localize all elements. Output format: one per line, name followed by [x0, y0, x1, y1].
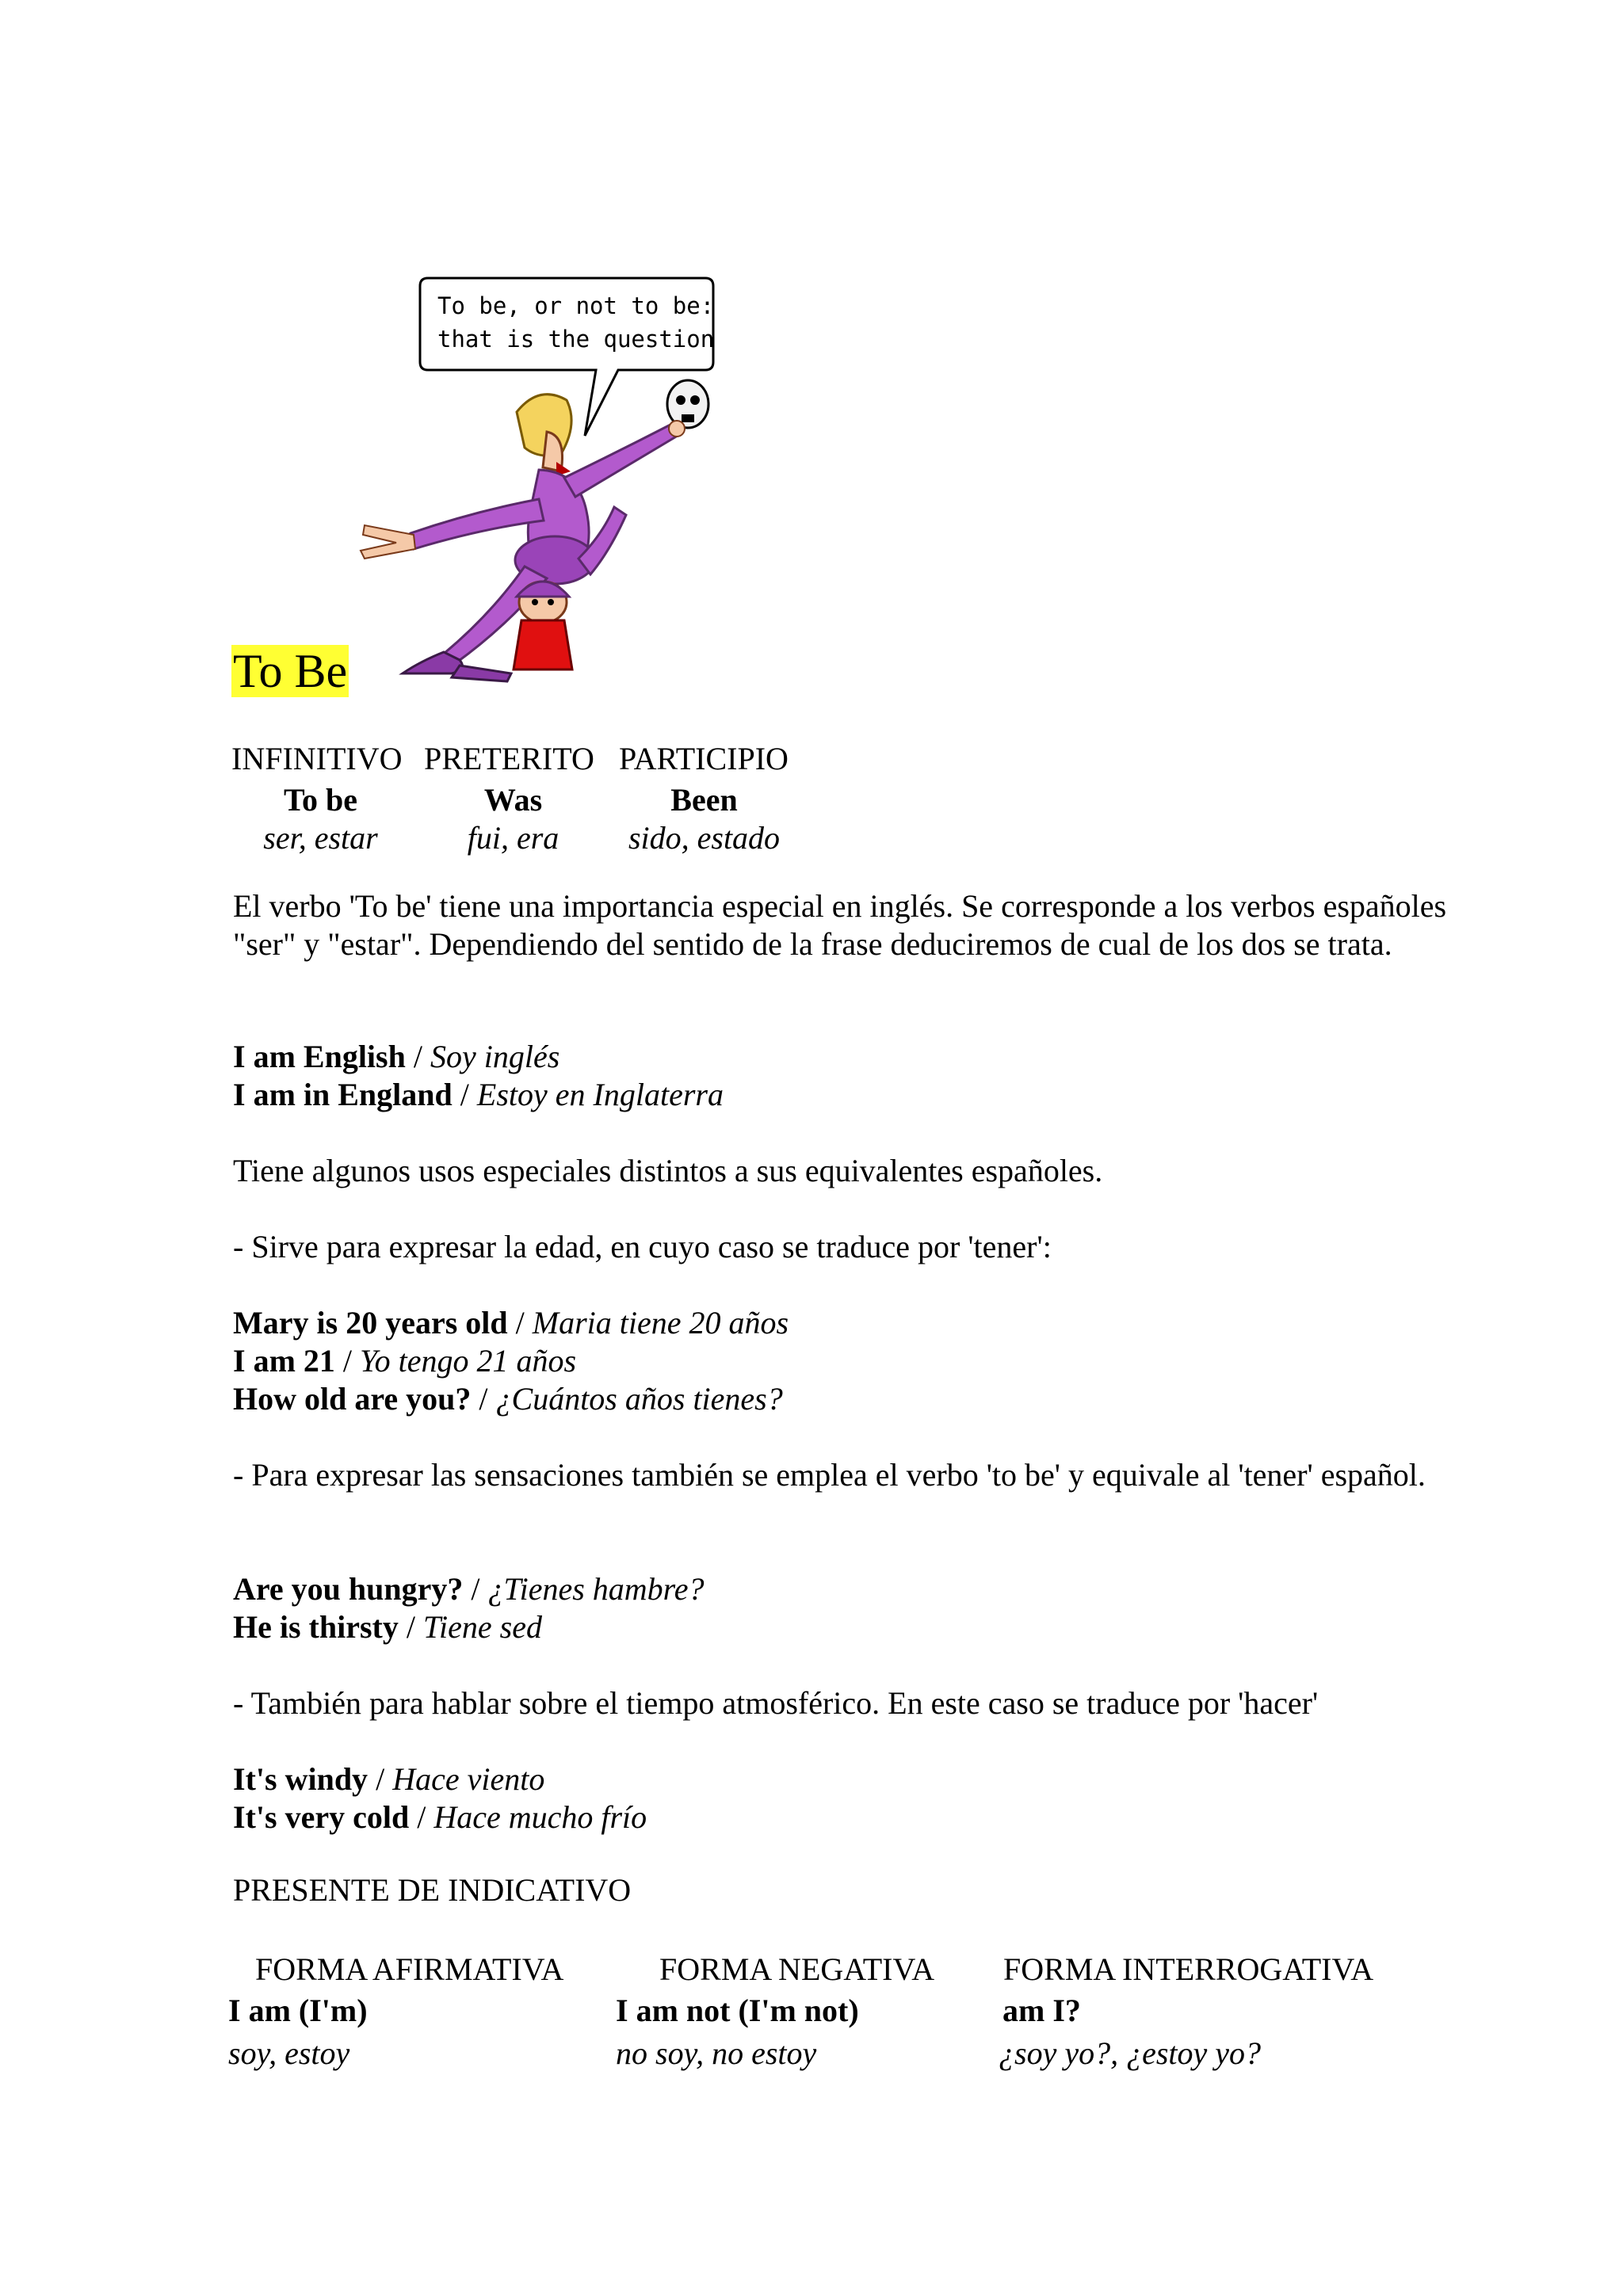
example-es: ¿Cuántos años tienes? — [495, 1381, 783, 1417]
present-form-interrogativa: am I? — [1002, 1993, 1081, 2028]
present-heading: PRESENTE DE INDICATIVO — [233, 1872, 632, 1908]
verb-header-participio: PARTICIPIO — [619, 741, 789, 776]
example-separator: / — [405, 1039, 430, 1074]
example-separator: / — [507, 1305, 533, 1341]
verb-translation-preterite: fui, era — [467, 820, 559, 856]
example-en: I am in England — [233, 1077, 453, 1112]
small-figure-icon — [514, 582, 572, 669]
use-weather-text: - También para hablar sobre el tiempo atmosférico. En este caso se traduce por 'hacer' — [233, 1685, 1319, 1721]
verb-form-preterite: Was — [483, 782, 543, 818]
example-en: I am 21 — [233, 1343, 335, 1379]
verb-form-infinitive: To be — [283, 782, 357, 818]
example-separator: / — [463, 1571, 488, 1607]
use-sensations-text: - Para expresar las sensaciones también se emplea el verbo 'to be' y equivale al 'tener' español. — [233, 1457, 1426, 1493]
example-es: Tiene sed — [423, 1609, 542, 1645]
present-form-negativa: I am not (I'm not) — [616, 1993, 859, 2028]
present-translation-negativa: no soy, no estoy — [616, 2035, 817, 2071]
example-en: He is thirsty — [233, 1609, 399, 1645]
example-line — [233, 1380, 783, 1418]
verb-translation-participle: sido, estado — [628, 820, 781, 856]
example-line — [233, 1570, 705, 1608]
example-separator: / — [398, 1609, 423, 1645]
example-es: Hace mucho frío — [433, 1799, 647, 1835]
verb-header-infinitivo: INFINITIVO — [231, 741, 403, 776]
example-es: Yo tengo 21 años — [360, 1343, 577, 1379]
speech-line-2: that is the question — [437, 326, 715, 353]
example-separator: / — [471, 1381, 496, 1417]
present-form-afirmativa: I am (I'm) — [228, 1993, 368, 2028]
intro-paragraph: El verbo 'To be' tiene una importancia especial en inglés. Se corresponde a los verbos españoles "ser" y "estar". Dependiendo del sentido de la frase deduciremos de cual de los dos se trata. — [233, 888, 1447, 962]
example-en: Are you hungry? — [233, 1571, 464, 1607]
present-header-interrogativa: FORMA INTERROGATIVA — [1003, 1951, 1374, 1987]
example-es: ¿Tienes hambre? — [487, 1571, 705, 1607]
present-header-afirmativa: FORMA AFIRMATIVA — [255, 1951, 564, 1987]
example-line — [233, 1038, 559, 1076]
use-age-text: - Sirve para expresar la edad, en cuyo caso se traduce por 'tener': — [233, 1229, 1052, 1264]
example-en: It's very cold — [233, 1799, 410, 1835]
example-separator: / — [368, 1761, 393, 1797]
verb-translation-infinitive: ser, estar — [263, 820, 378, 856]
present-header-negativa: FORMA NEGATIVA — [659, 1951, 935, 1987]
speech-line-1: To be, or not to be: — [437, 292, 715, 319]
example-line — [233, 1798, 647, 1836]
example-en: I am English — [233, 1039, 406, 1074]
example-line — [233, 1342, 576, 1380]
present-translation-interrogativa: ¿soy yo?, ¿estoy yo? — [999, 2035, 1262, 2071]
example-en: Mary is 20 years old — [233, 1305, 508, 1341]
example-es: Estoy en Inglaterra — [476, 1077, 724, 1112]
example-separator: / — [334, 1343, 361, 1379]
example-line — [233, 1076, 724, 1114]
example-en: How old are you? — [233, 1381, 472, 1417]
example-line — [233, 1608, 542, 1646]
example-line — [233, 1760, 544, 1798]
verb-form-participle: Been — [670, 782, 738, 818]
example-es: Soy inglés — [430, 1039, 560, 1074]
example-es: Hace viento — [392, 1761, 545, 1797]
example-line — [233, 1304, 789, 1342]
example-separator: / — [409, 1799, 434, 1835]
example-en: It's windy — [233, 1761, 369, 1797]
hamlet-illustration — [349, 273, 761, 693]
verb-header-preterito: PRETERITO — [424, 741, 594, 776]
present-translation-afirmativa: soy, estoy — [228, 2035, 350, 2071]
example-es: Maria tiene 20 años — [532, 1305, 789, 1341]
page-title: To Be — [233, 645, 348, 697]
example-separator: / — [452, 1077, 477, 1112]
special-uses-text: Tiene algunos usos especiales distintos a sus equivalentes españoles. — [233, 1153, 1103, 1188]
